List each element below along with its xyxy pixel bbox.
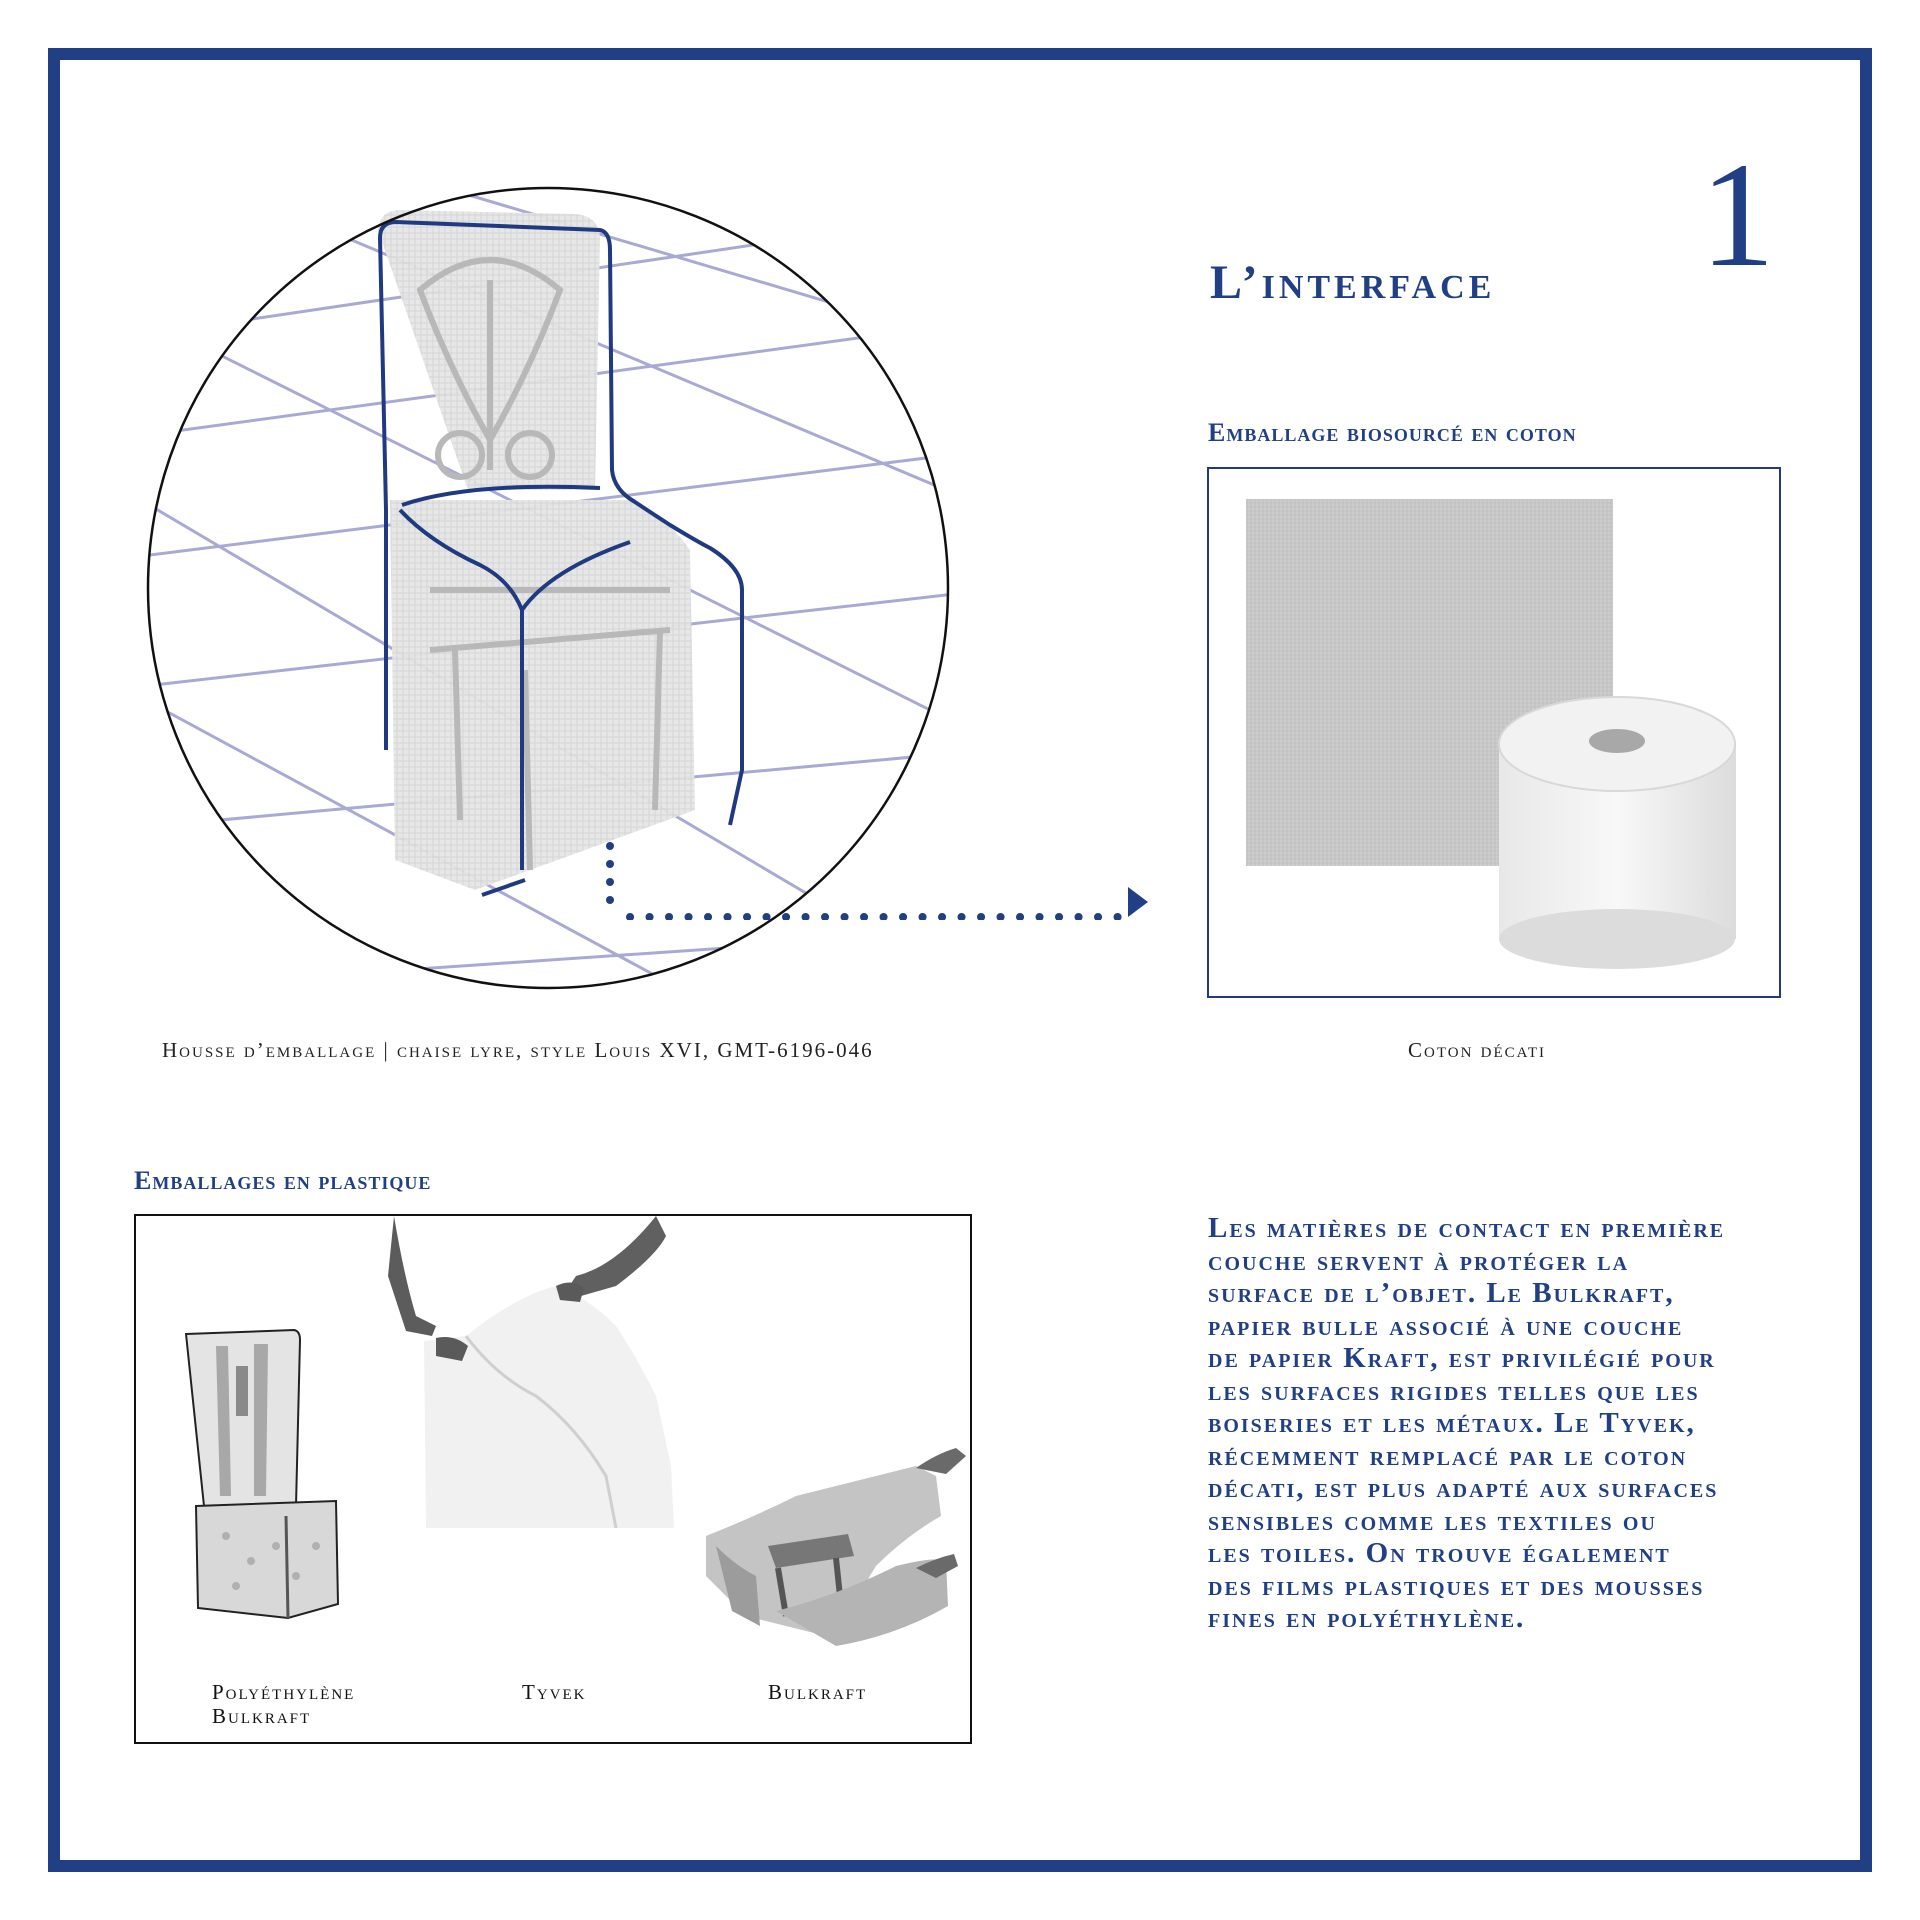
description-line: les surfaces rigides telles que les [1208,1374,1700,1407]
cotton-heading: Emballage biosourcé en coton [1208,418,1577,447]
cotton-roll [1499,697,1736,969]
dotted-arrow [600,840,1160,920]
label-tyvek: Tyvek [522,1680,587,1704]
description-line: les toiles. On trouve également [1208,1537,1671,1569]
page-title: L’interface [1210,256,1496,309]
plastics-image-box [134,1214,972,1744]
chair-shape [378,210,695,890]
cotton-caption: Coton décati [1408,1038,1546,1062]
description-line: de papier Kraft, est privilégié pour [1208,1342,1716,1374]
tyvek-image [388,1216,674,1528]
label-polyethylene-line2: Bulkraft [212,1704,312,1728]
description-line: fines en polyéthylène. [1208,1602,1526,1634]
label-polyethylene-line1: Polyéthylène [212,1680,356,1704]
bulkraft-image [706,1448,966,1646]
label-bulkraft: Bulkraft [768,1680,868,1704]
description-line: papier bulle associé à une couche [1208,1309,1684,1342]
label-polyethylene [212,1680,355,1728]
plastics-images [136,1216,970,1742]
description-line: boiseries et les métaux. Le Tyvek, [1208,1407,1696,1439]
plastics-heading: Emballages en plastique [134,1166,432,1195]
description-line: surface de l’objet. Le Bulkraft, [1208,1277,1675,1309]
polyethylene-chair-image [186,1330,338,1618]
cotton-fabric-image [1209,469,1779,996]
description-paragraph [1208,1212,1848,1635]
description-line: Les matières de contact en première [1208,1212,1726,1244]
chair-caption: Housse d’emballage | chaise lyre, style Louis XVI, GMT-6196-046 [162,1038,874,1062]
description-line: décati, est plus adapté aux surfaces [1208,1472,1719,1504]
description-line: récemment remplacé par le coton [1208,1439,1688,1472]
description-line: couche servent à protéger la [1208,1244,1630,1277]
description-line: des films plastiques et des mousses [1208,1569,1705,1602]
description-line: sensibles comme les textiles ou [1208,1504,1657,1537]
section-number: 1 [1700,132,1775,298]
cotton-image-box [1207,467,1781,998]
